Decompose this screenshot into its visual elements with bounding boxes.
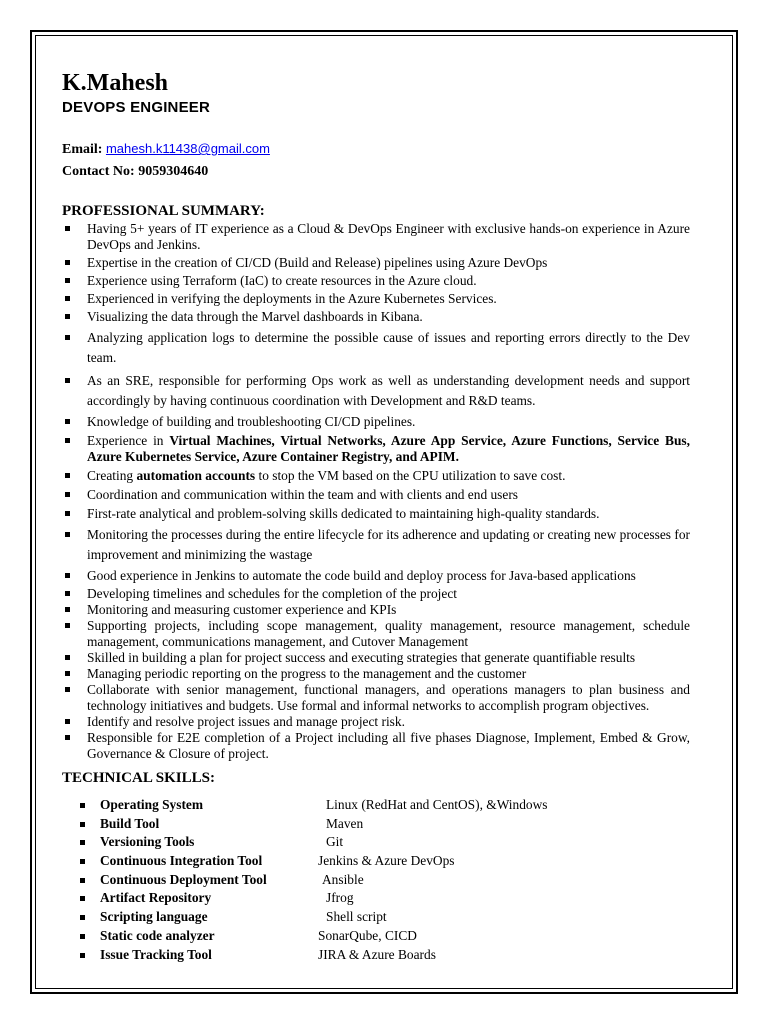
summary-item [62,730,690,762]
skill-row [62,927,622,946]
skills-list [62,796,622,964]
summary-item [62,714,690,730]
summary-item [62,506,690,522]
skill-value: Git [326,834,344,850]
skills-title: TECHNICAL SKILLS: [62,770,215,786]
summary-item [62,309,690,325]
summary-item-text: Expertise in the creation of CI/CD (Build and Release) pipelines using Azure DevOps [87,255,548,270]
summary-item [62,221,690,253]
skill-label: Build Tool [100,815,160,831]
skill-row [62,889,622,908]
email-label: Email: [62,142,103,157]
skill-label: Versioning Tools [100,834,195,850]
candidate-name: K.Mahesh [62,70,169,96]
skill-value: JIRA & Azure Boards [318,946,436,962]
summary-item [62,666,690,682]
summary-item-text: Managing periodic reporting on the progress to the management and the customer [87,666,527,681]
skill-row [62,852,622,871]
summary-list [62,221,690,762]
summary-item-bold-text: Virtual Machines, Virtual Networks, Azure App Service, Azure Functions, Service Bus, Azure Kubernetes Service, Azure Container Registry, and APIM. [87,433,690,464]
summary-item-text: First-rate analytical and problem-solving skills dedicated to maintaining high-quality standards. [87,506,600,521]
summary-item [62,255,690,271]
email-line [62,141,270,158]
summary-item-text: Knowledge of building and troubleshooting CI/CD pipelines. [87,414,416,429]
skill-value: Jfrog [326,890,354,906]
summary-item-text: Experienced in verifying the deployments in the Azure Kubernetes Services. [87,291,497,306]
skill-value: Linux (RedHat and CentOS), &Windows [326,797,548,812]
summary-item [62,602,690,618]
skill-value: Jenkins & Azure DevOps [318,853,455,869]
summary-item-text: Experience using Terraform (IaC) to create resources in the Azure cloud. [87,273,477,288]
skill-row [62,946,622,965]
summary-item [62,586,690,602]
summary-item [62,682,690,714]
summary-item-bold-text: automation accounts [136,468,256,483]
summary-item-text: Good experience in Jenkins to automate the code build and deploy process for Java-based applications [87,568,636,583]
skill-row [62,871,622,890]
summary-item [62,618,690,650]
summary-item-text: Monitoring the processes during the entire lifecycle for its adherence and updating or creating new processes for improvement and minimizing the wastage [87,527,690,562]
summary-item [62,291,690,307]
summary-item [62,273,690,289]
summary-item-text: Creating [87,468,137,483]
summary-item-text: Skilled in building a plan for project success and executing strategies that generate quantifiable results [87,650,636,665]
summary-item-text: Monitoring and measuring customer experience and KPIs [87,602,397,617]
summary-item [62,525,690,565]
skill-row [62,796,622,815]
summary-title: PROFESSIONAL SUMMARY: [62,203,265,219]
summary-item-text: Coordination and communication within the team and with clients and end users [87,487,519,502]
summary-item-text: Having 5+ years of IT experience as a Cloud & DevOps Engineer with exclusive hands-on experience in Azure DevOps and Jenkins. [87,221,690,252]
candidate-role: DEVOPS ENGINEER [62,99,211,116]
contact-number: 9059304640 [138,164,209,179]
skill-value: Shell script [326,909,387,925]
skill-value: Maven [326,815,364,831]
contact-label: Contact No: [62,164,135,179]
summary-item-text: Analyzing application logs to determine the possible cause of issues and reporting errors directly to the Dev team. [87,330,690,365]
summary-item [62,414,690,430]
skill-label: Issue Tracking Tool [100,946,212,962]
skill-label: Scripting language [100,909,208,925]
email-link[interactable]: mahesh.k11438@gmail.com [105,141,270,156]
summary-item-text: Responsible for E2E completion of a Project including all five phases Diagnose, Implement, Embed & Grow, Governance & Closure of project. [87,730,690,761]
summary-item-text: As an SRE, responsible for performing Ops work as well as understanding development needs and support accordingly by having continuous coordination with Development and R&D teams. [87,373,690,408]
summary-item [62,433,690,465]
summary-item-text: Supporting projects, including scope management, quality management, resource management, schedule management, communications management, and Cutover Management [87,618,690,649]
summary-item [62,487,690,503]
summary-item [62,650,690,666]
skill-row [62,908,622,927]
summary-item [62,371,690,411]
summary-item-text: Collaborate with senior management, functional managers, and operations managers to plan business and technology initiatives and budgets. Use formal and informal networks to accomplish program objectives. [87,682,690,713]
summary-item-text: to stop the VM based on the CPU utilization to save cost. [255,468,566,483]
skill-value: Ansible [322,871,364,887]
summary-item [62,328,690,368]
skill-row [62,815,622,834]
summary-item [62,568,690,584]
summary-item-text: Developing timelines and schedules for the completion of the project [87,586,457,601]
skill-value: SonarQube, CICD [318,927,417,943]
summary-item-text: Visualizing the data through the Marvel dashboards in Kibana. [87,309,423,324]
summary-item-text: Experience in [87,433,170,448]
contact-line [62,164,208,180]
skill-row [62,833,622,852]
skill-label: Continuous Deployment Tool [100,871,267,887]
skill-label: Static code analyzer [100,927,215,943]
skill-label: Continuous Integration Tool [100,853,263,869]
skill-label: Operating System [100,797,204,812]
summary-item [62,468,690,484]
skill-label: Artifact Repository [100,890,212,906]
summary-item-text: Identify and resolve project issues and manage project risk. [87,714,405,729]
